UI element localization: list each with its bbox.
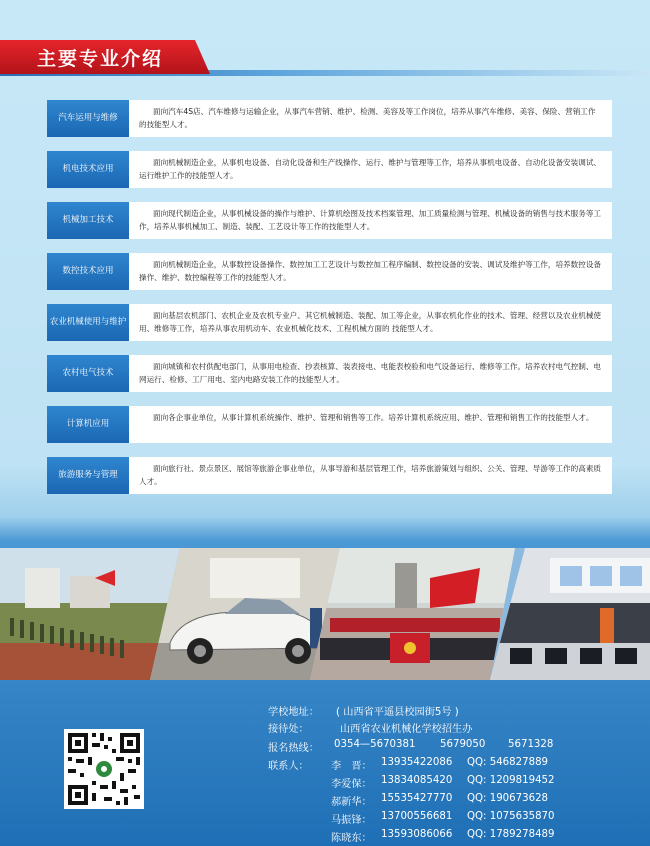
people-label: 联系人： [268, 761, 309, 772]
contact-name: 李爱保： [331, 779, 372, 790]
major-desc: 面向汽车4S店、汽车维修与运输企业，从事汽车营销、维护、检测、美容及等工作岗位，培养从事汽车维修、美容、保险、营销工作的技能型人才。 [129, 100, 612, 137]
major-row [47, 202, 612, 239]
group-photo [310, 548, 515, 680]
major-desc: 面向机械制造企业，从事机电设备、自动化设备和生产线操作、运行、维护与管理等工作，培养从事机电设备、自动化设备安装调试、运行维护工作的技能型人才。 [129, 151, 612, 188]
lab-photo [490, 548, 650, 680]
major-row [47, 304, 612, 341]
contact-qq[interactable]: QQ: 1075635870 [467, 811, 555, 822]
contact-phone[interactable]: 15535427770 [381, 793, 453, 804]
contact-phone[interactable]: 13700556681 [381, 811, 453, 822]
major-row [47, 406, 612, 443]
qr-code[interactable] [64, 729, 144, 809]
major-row [47, 151, 612, 188]
major-desc: 面向现代制造企业，从事机械设备的操作与维护、计算机绘图及技术档案管理、加工质量检测与管理、机械设备的销售与技术服务等工作，培养从事机械加工、制造、装配、工艺设计等工作的技能型人才。 [129, 202, 612, 239]
contact-name: 李 晋： [331, 761, 372, 772]
contact-name: 郝新华： [331, 797, 372, 808]
section-title: 主要专业介绍 [37, 48, 164, 70]
hotline-number-1[interactable]: 0354—5670381 [334, 739, 416, 750]
contact-phone[interactable]: 13935422086 [381, 757, 453, 768]
major-row [47, 100, 612, 137]
contact-qq[interactable]: QQ: 546827889 [467, 757, 549, 768]
car-photo [150, 548, 340, 680]
major-name: 机械加工技术 [47, 202, 129, 239]
major-desc: 面向基层农机部门、农机企业及农机专业户、其它机械制造、装配、加工等企业，从事农机化作业的技术、管理、经营以及农业机械使用、维修等工作，培养从事农用机动车、农业机械化技术、工程机械方面的 技能型人才。 [129, 304, 612, 341]
hotline-number-2[interactable]: 5679050 [440, 739, 486, 750]
hotline-label: 报名热线： [268, 743, 319, 754]
major-desc: 面向机械制造企业，从事数控设备操作、数控加工工艺设计与数控加工程序编制、数控设备的安装、调试及维护等工作，培养数控设备操作、维护、数控编程等工作的技能型人才。 [129, 253, 612, 290]
major-desc: 面向城镇和农村供配电部门，从事用电检查、抄表核算、装表接电、电能表校验和电气设备运行、维修等工作。培养农村电气控制、电网运行、检修、工厂用电、室内电路安装工作的技能型人才。 [129, 355, 612, 392]
major-name: 数控技术应用 [47, 253, 129, 290]
photo-strip [0, 548, 650, 680]
reception-value: 山西省农业机械化学校招生办 [340, 724, 473, 735]
contact-qq[interactable]: QQ: 1789278489 [467, 829, 555, 840]
contact-phone[interactable]: 13593086066 [381, 829, 453, 840]
parade-photo [0, 548, 180, 680]
major-desc: 面向旅行社、景点景区、展馆等旅游企事业单位，从事导游和基层管理工作，培养旅游策划与组织、公关、管理、导游等工作的高素质人才。 [129, 457, 612, 494]
contact-name: 马振锋： [331, 815, 372, 826]
major-row [47, 457, 612, 494]
major-row [47, 253, 612, 290]
hotline-number-3[interactable]: 5671328 [508, 739, 554, 750]
major-name: 计算机应用 [47, 406, 129, 443]
major-desc: 面向各企事业单位，从事计算机系统操作、维护、管理和销售等工作。培养计算机系统应用、维护、管理和销售工作的技能型人才。 [129, 406, 612, 443]
major-name: 机电技术应用 [47, 151, 129, 188]
reception-label: 接待处： [268, 724, 309, 735]
major-row [47, 355, 612, 392]
contact-qq[interactable]: QQ: 190673628 [467, 793, 549, 804]
contact-name: 陈晓东： [331, 833, 372, 844]
address-label: 学校地址： [268, 707, 319, 718]
address-value: ( 山西省平遥县校园街5号 ) [336, 707, 459, 718]
major-name: 农村电气技术 [47, 355, 129, 392]
major-name: 农业机械使用与维护 [47, 304, 129, 341]
major-name: 汽车运用与维修 [47, 100, 129, 137]
major-name: 旅游服务与管理 [47, 457, 129, 494]
contact-qq[interactable]: QQ: 1209819452 [467, 775, 555, 786]
contact-phone[interactable]: 13834085420 [381, 775, 453, 786]
